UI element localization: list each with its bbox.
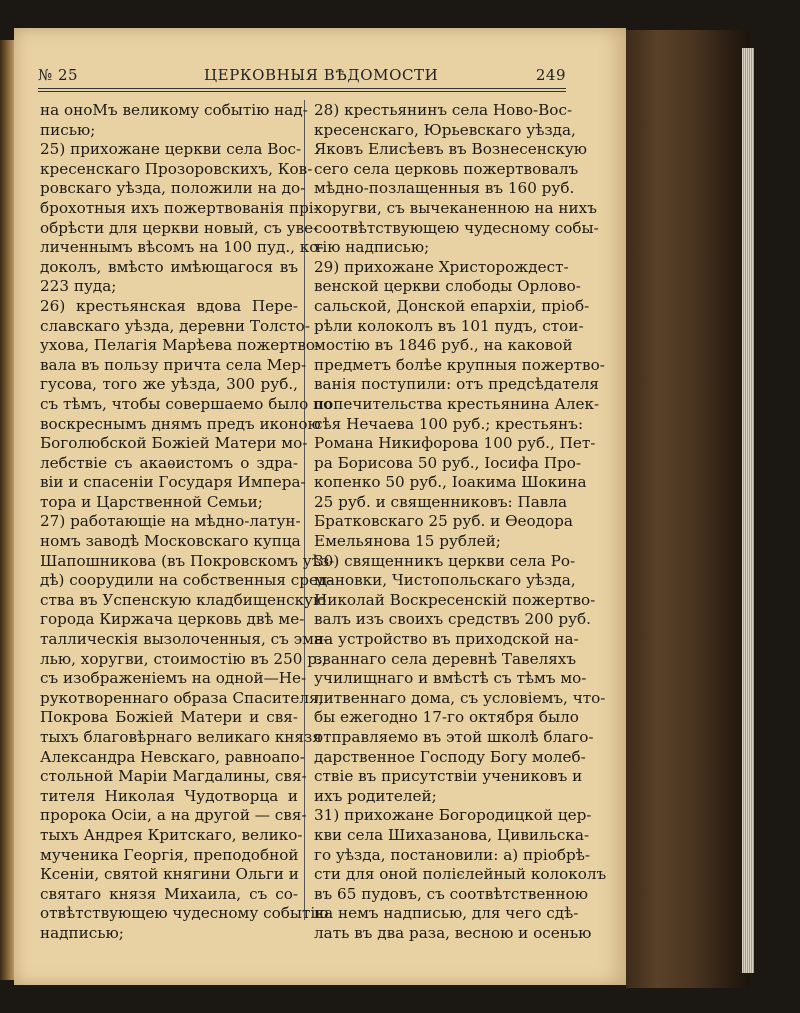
text-line: училищнаго и вмѣстѣ съ тѣмъ мо- xyxy=(314,669,587,688)
text-line: воскреснымъ днямъ предъ иконою xyxy=(40,414,321,433)
text-line: званнаго села деревнѣ Тавеляхъ xyxy=(314,649,577,668)
text-line: лать въ два раза, весною и осенью xyxy=(314,923,592,942)
text-line: Покрова Божіей Матери и свя- xyxy=(40,708,298,727)
header-rule xyxy=(38,88,566,89)
text-line: стольной Маріи Магдалины, свя- xyxy=(40,767,307,786)
text-line: Николай Воскресенскій пожертво- xyxy=(314,590,596,609)
text-line: Боголюбской Божіей Матери мо- xyxy=(40,434,308,453)
running-header xyxy=(28,64,566,92)
text-line: го уѣзда, постановили: а) пріобрѣ- xyxy=(314,845,591,864)
text-line: рѣли колоколъ въ 101 пудъ, стои- xyxy=(314,316,584,335)
text-line: дарственное Господу Богу молеб- xyxy=(314,747,586,766)
text-line: отправляемо въ этой школѣ благо- xyxy=(314,728,594,746)
text-line: ра Борисова 50 руб., Іосифа Про- xyxy=(314,453,582,472)
issue-number: № 25 xyxy=(38,66,79,84)
text-line: тыхъ благовѣрнаго великаго князя xyxy=(40,728,322,746)
text-line: 27) работающіе на мѣдно-латун- xyxy=(40,512,301,531)
text-line: мановки, Чистопольскаго уѣзда, xyxy=(314,571,576,590)
text-line: тыхъ Андрея Критскаго, велико- xyxy=(40,825,303,844)
text-line: Емельянова 15 рублей; xyxy=(314,532,501,551)
text-line: писью; xyxy=(40,120,96,139)
text-line: съ изображеніемъ на одной—Не- xyxy=(40,669,307,688)
text-line: кресенскаго Прозоровскихъ, Ков- xyxy=(40,159,313,178)
text-line: пророка Осіи, а на другой — свя- xyxy=(40,806,307,825)
text-line: обрѣсти для церкви новый, съ уве- xyxy=(40,218,319,237)
text-line: сѣя Нечаева 100 руб.; крестьянъ: xyxy=(314,414,584,433)
text-line: мученика Георгія, преподобной xyxy=(40,845,299,864)
text-line: мостію въ 1846 руб., на каковой xyxy=(314,336,573,355)
page-block-edges xyxy=(742,48,754,973)
text-line: гусова, того же уѣзда, 300 руб., xyxy=(40,375,298,394)
text-line: валъ изъ своихъ средствъ 200 руб. xyxy=(314,610,591,629)
text-line: святаго князя Михаила, съ со- xyxy=(40,884,298,903)
journal-title: ЦЕРКОВНЫЯ ВѢДОМОСТИ xyxy=(204,66,439,84)
text-line: Романа Никифорова 100 руб., Пет- xyxy=(314,434,596,453)
text-line: надписью; xyxy=(40,923,124,942)
text-line: дѣ) соорудили на собственныя сред- xyxy=(40,571,333,590)
text-line: 26) крестьянская вдова Пере- xyxy=(40,296,298,315)
text-line: на оноМъ великому событію над- xyxy=(40,101,308,119)
previous-page-edge xyxy=(0,40,14,980)
text-line: ровскаго уѣзда, положили на до- xyxy=(40,179,306,198)
text-line: лебствіе съ акаѳистомъ о здра- xyxy=(40,453,298,472)
text-line: тію надписью; xyxy=(314,238,430,257)
text-line: на устройство въ приходской на- xyxy=(314,630,579,649)
text-line: 28) крестьянинъ села Ново-Вос- xyxy=(314,101,573,119)
text-line: кви села Шихазанова, Цивильска- xyxy=(314,825,590,844)
text-line: Шапошникова (въ Покровскомъ уѣз- xyxy=(40,551,335,570)
text-line: личеннымъ вѣсомъ на 100 пуд., ко- xyxy=(40,238,324,257)
text-line: тителя Николая Чудотворца и xyxy=(40,786,298,805)
text-line: соотвѣтствующею чудесному собы- xyxy=(314,218,599,237)
text-line: Братковскаго 25 руб. и Ѳеодора xyxy=(314,512,573,531)
text-line: 31) прихожане Богородицкой цер- xyxy=(314,806,592,825)
text-line: брохотныя ихъ пожертвованія прі- xyxy=(40,198,319,217)
text-line: ствіе въ присутствіи учениковъ и xyxy=(314,767,583,786)
text-line: копенко 50 руб., Іоакима Шокина xyxy=(314,473,587,492)
text-line: попечительства крестьянина Алек- xyxy=(314,394,600,413)
text-line: 30) священникъ церкви села Ро- xyxy=(314,551,576,570)
text-line: сти для оной полієлейный колоколъ xyxy=(314,865,607,884)
text-line: литвеннаго дома, съ условіемъ, что- xyxy=(314,688,606,707)
text-line: венской церкви слободы Орлово- xyxy=(314,277,581,296)
text-line: Ксеніи, святой княгини Ольги и xyxy=(40,865,299,884)
text-line: города Киржача церковь двѣ ме- xyxy=(40,610,305,629)
text-line: Александра Невскаго, равноапо- xyxy=(40,747,305,766)
text-line: славскаго уѣзда, деревни Толсто- xyxy=(40,316,310,335)
text-line: 29) прихожане Христорождест- xyxy=(314,257,569,276)
right-text-column xyxy=(314,101,607,944)
text-line: хоругви, съ вычеканенною на нихъ xyxy=(314,198,597,217)
text-line: лью, хоругви, стоимостію въ 250 р., xyxy=(40,649,327,668)
header-rule xyxy=(38,91,566,92)
text-line: сальской, Донской епархіи, пріоб- xyxy=(314,296,590,315)
text-line: съ тѣмъ, чтобы совершаемо было по xyxy=(40,394,333,413)
text-line: віи и спасеніи Государя Импера- xyxy=(40,473,306,492)
text-line: 223 пуда; xyxy=(40,277,117,296)
text-line: кресенскаго, Юрьевскаго уѣзда, xyxy=(314,120,576,139)
text-line: бы ежегодно 17-го октября было xyxy=(314,708,579,727)
text-line: ихъ родителей; xyxy=(314,786,437,805)
text-line: мѣдно-позлащенныя въ 160 руб. xyxy=(314,179,575,198)
text-line: Яковъ Елисѣевъ въ Вознесенскую xyxy=(314,140,588,159)
page-number: 249 xyxy=(535,66,566,84)
text-line: ванія поступили: отъ предсѣдателя xyxy=(314,375,599,394)
text-line: рукотвореннаго образа Спасителя, xyxy=(40,688,324,707)
text-line: на немъ надписью, для чего сдѣ- xyxy=(314,904,579,923)
text-line: отвѣтствующею чудесному событію xyxy=(40,904,329,923)
text-line: 25) прихожане церкви села Вос- xyxy=(40,140,302,159)
text-line: номъ заводѣ Московскаго купца xyxy=(40,532,301,551)
text-line: ухова, Пелагія Марѣева пожертво- xyxy=(40,336,321,355)
text-line: 25 руб. и священниковъ: Павла xyxy=(314,492,568,511)
text-line: предметъ болѣе крупныя пожертво- xyxy=(314,355,605,374)
text-line: доколъ, вмѣсто имѣющагося въ xyxy=(40,257,298,276)
book-spine xyxy=(626,30,750,988)
text-line: тора и Царственной Семьи; xyxy=(40,492,263,511)
left-text-column xyxy=(40,101,335,944)
text-line: таллическія вызолоченныя, съ эма- xyxy=(40,630,329,649)
text-line: вала въ пользу причта села Мер- xyxy=(40,355,307,374)
text-line: сего села церковь пожертвовалъ xyxy=(314,159,579,178)
text-line: въ 65 пудовъ, съ соотвѣтственною xyxy=(314,884,588,903)
text-line: ства въ Успенскую кладбищенскую xyxy=(40,590,327,609)
